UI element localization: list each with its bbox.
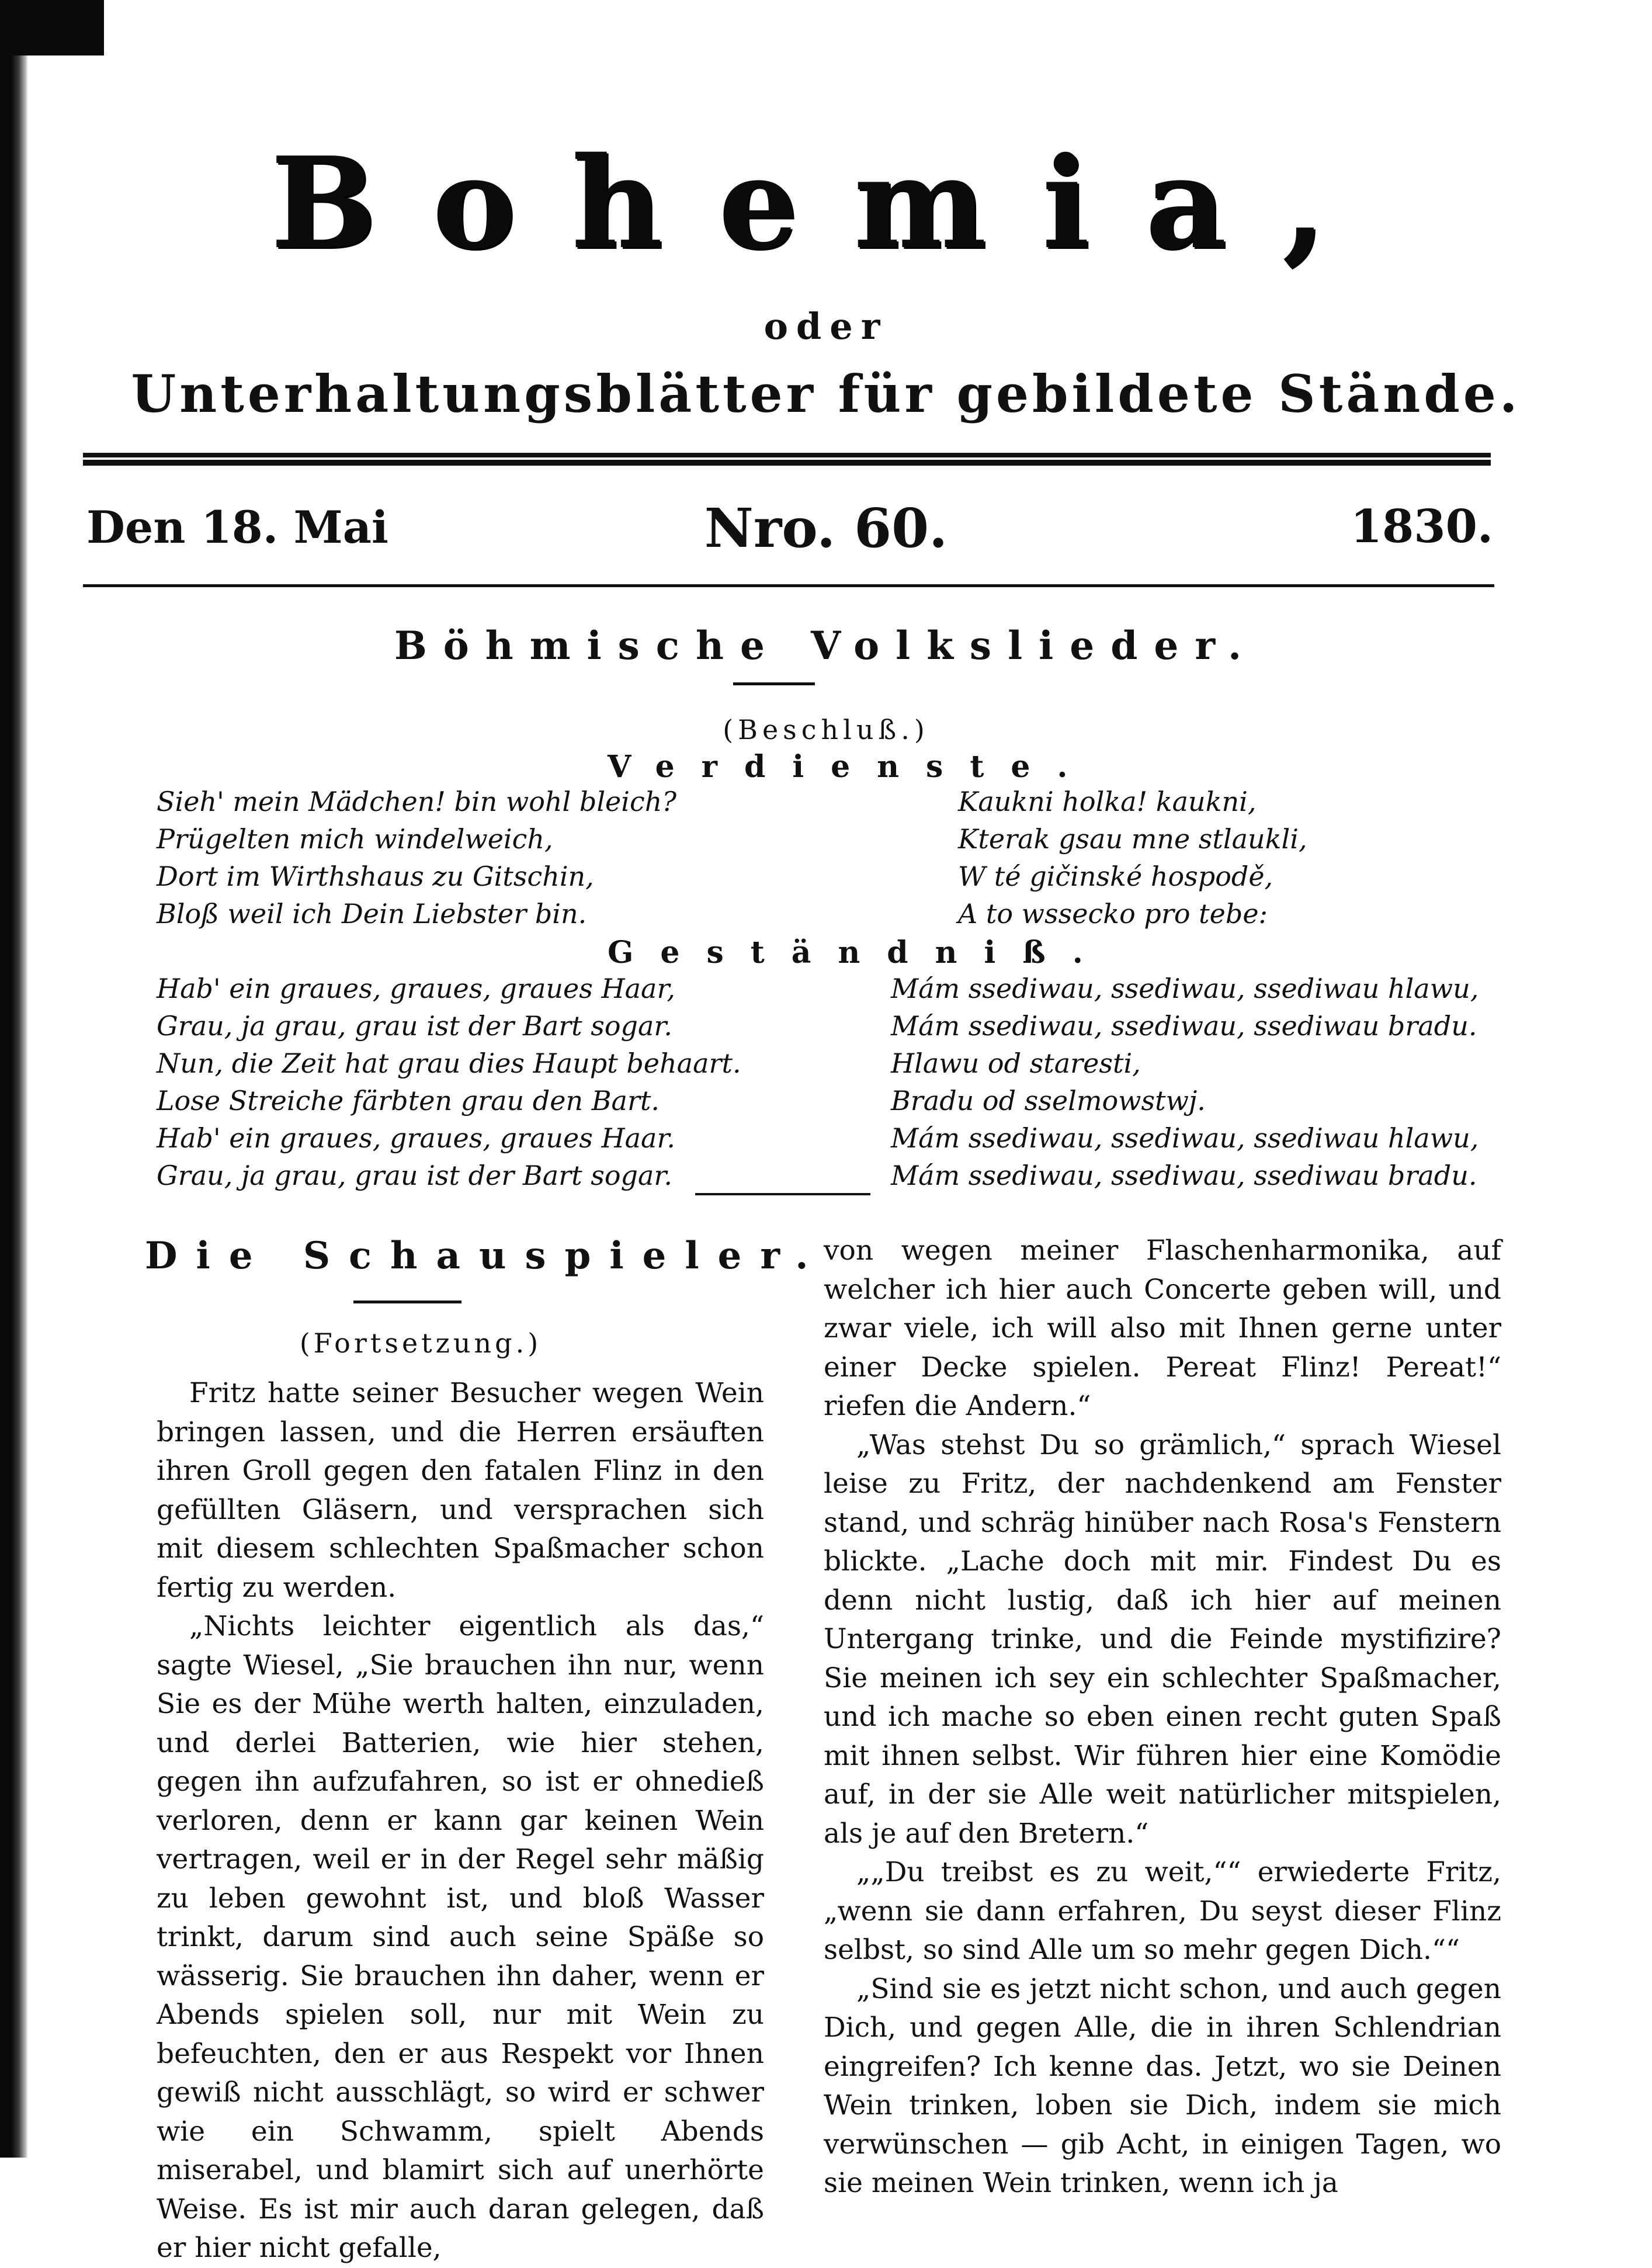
masthead-oder: oder <box>763 305 889 348</box>
poem-title-verdienste: Verdienste. <box>608 749 1095 785</box>
verse-line: Lose Streiche färbten grau den Bart. <box>157 1085 660 1116</box>
verse-line: Grau, ja grau, grau ist der Bart sogar. <box>157 1010 672 1042</box>
verse-line: Hab' ein graues, graues, graues Haar, <box>157 973 676 1004</box>
section-divider <box>733 682 815 685</box>
issue-number: Nro. 60. <box>704 497 948 560</box>
verse-line: Grau, ja grau, grau ist der Bart sogar. <box>157 1160 672 1191</box>
issue-date: Den 18. Mai <box>86 501 388 553</box>
article-title-schauspieler: Die Schauspieler. <box>145 1234 827 1278</box>
article-paragraph: „Was stehst Du so grämlich,“ sprach Wiesel leise zu Fritz, der nachdenkend am Fenster stand, und schräg hinüber nach Rosa's Fenstern blickte. „Lache doch mit mir. Findest Du es denn nicht lustig, daß ich hier auf meinen Untergang trinke, und die Feinde mystifizire? Sie meinen ich sey ein schlechter Spaßmacher, und ich mache so eben einen recht guten Spaß mit ihnen selbst. Wir führen hier eine Komödie auf, in der sie Alle weit natürlicher mitspielen, als je auf den Bretern.“ <box>824 1428 1501 1850</box>
verse-line: A to wssecko pro tebe: <box>958 898 1268 930</box>
article-paragraph: „Sind sie es jetzt nicht schon, und auch gegen Dich, und gegen Alle, die in ihren Schlendrian eingreifen? Ich kenne das. Jetzt, wo sie Deinen Wein trinken, loben sie Dich, indem sie mich verwünschen — gib Acht, in einigen Tagen, wo sie meinen Wein trinken, wenn ich ja <box>824 1972 1501 2199</box>
issue-rule <box>83 584 1494 587</box>
section-title-volkslieder: Böhmische Volkslieder. <box>394 623 1258 668</box>
poem1-czech-verse <box>958 783 1307 932</box>
article-paragraph: „„Du treibst es zu weit,““ erwiederte Fritz, „wenn sie dann erfahren, Du seyst dieser Flinz selbst, so sind Alle um so mehr gegen Dich.““ <box>824 1856 1501 1966</box>
scan-corner-mark <box>0 0 104 56</box>
verse-line: Hlawu od staresti, <box>891 1048 1141 1079</box>
article-title-rule <box>353 1301 461 1303</box>
verse-line: Kaukni holka! kaukni, <box>958 786 1257 817</box>
article-note-fortsetzung: (Fortsetzung.) <box>299 1327 542 1359</box>
verse-line: Mám ssediwau, ssediwau, ssediwau hlawu, <box>891 1122 1479 1154</box>
poem2-german-verse <box>157 970 741 1194</box>
article-right-column <box>824 1232 1501 2203</box>
poem1-german-verse <box>157 783 676 932</box>
issue-year: 1830. <box>1350 500 1493 553</box>
masthead-subtitle: Unterhaltungsblätter für gebildete Stände. <box>131 363 1521 424</box>
poem2-czech-verse <box>891 970 1479 1194</box>
masthead-double-rule <box>83 453 1491 466</box>
verse-line: Kterak gsau mne stlaukli, <box>958 823 1307 855</box>
verse-line: Mám ssediwau, ssediwau, ssediwau hlawu, <box>891 973 1479 1004</box>
verse-line: Mám ssediwau, ssediwau, ssediwau bradu. <box>891 1160 1477 1191</box>
verse-line: Prügelten mich windelweich, <box>157 823 553 855</box>
verse-line: Sieh' mein Mädchen! bin wohl bleich? <box>157 786 677 817</box>
verse-line: Bloß weil ich Dein Liebster bin. <box>157 898 587 930</box>
poems-end-rule <box>695 1193 870 1195</box>
verse-line: Nun, die Zeit hat grau dies Haupt behaart. <box>157 1048 741 1079</box>
verse-line: Mám ssediwau, ssediwau, ssediwau bradu. <box>891 1010 1477 1042</box>
verse-line: Dort im Wirthshaus zu Gitschin, <box>157 861 594 892</box>
verse-line: Hab' ein graues, graues, graues Haar. <box>157 1122 676 1154</box>
verse-line: W té gičinské hospodě, <box>958 861 1273 892</box>
article-paragraph: von wegen meiner Flaschenharmonika, auf welcher ich hier auch Concerte geben will, und zwar viele, ich will also mit Ihnen gerne unter einer Decke spielen. Pereat Flinz! Pereat!“ riefen die Andern.“ <box>824 1234 1501 1422</box>
section-note-beschluss: (Beschluß.) <box>723 714 929 745</box>
verse-line: Bradu od sselmowstwj. <box>891 1085 1206 1116</box>
article-paragraph: „Nichts leichter eigentlich als das,“ sagte Wiesel, „Sie brauchen ihn nur, wenn Sie es der Mühe werth halten, einzuladen, und derlei Batterien, wie hier stehen, gegen ihn aufzufahren, so ist er ohnedieß verloren, denn er kann gar keinen Wein vertragen, weil er in der Regel sehr mäßig zu leben gewohnt ist, und bloß Wasser trinkt, darum sind auch seine Späße so wässerig. Sie brauchen ihn daher, wenn er Abends spielen soll, nur mit Wein zu befeuchten, den er aus Respekt vor Ihnen gewiß nicht ausschlägt, so wird er schwer wie ein Schwamm, spielt Abends miserabel, und blamirt sich auf unerhörte Weise. Es ist mir auch daran gelegen, daß er hier nicht gefalle, <box>157 1610 764 2264</box>
article-left-column <box>157 1374 764 2268</box>
article-paragraph: Fritz hatte seiner Besucher wegen Wein bringen lassen, und die Herren ersäuften ihren Groll gegen den fatalen Flinz in den gefüllten Gläsern, und versprachen sich mit diesem schlechten Spaßmacher schon fertig zu werden. <box>157 1377 764 1604</box>
masthead-title: Bohemia, <box>270 129 1382 277</box>
poem-title-gestaendniss: Geständniß. <box>608 935 1110 970</box>
